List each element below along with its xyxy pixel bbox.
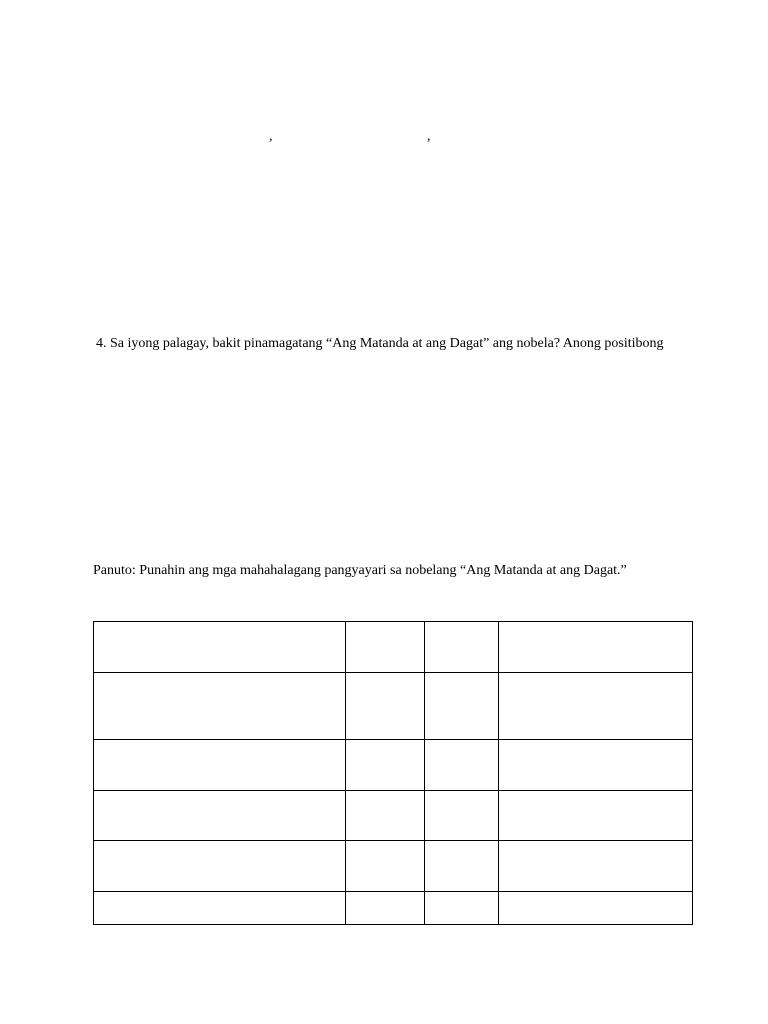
table-cell[interactable] bbox=[346, 841, 425, 892]
table-row bbox=[94, 673, 693, 740]
table-cell[interactable] bbox=[346, 791, 425, 841]
stray-comma-2: , bbox=[427, 129, 431, 144]
table-cell[interactable] bbox=[499, 791, 693, 841]
table-cell[interactable] bbox=[94, 622, 346, 673]
table-cell[interactable] bbox=[499, 622, 693, 673]
instruction-text: Panuto: Punahin ang mga mahahalagang pangyayari sa nobelang “Ang Matanda at ang Dagat.” bbox=[93, 563, 627, 578]
table-cell[interactable] bbox=[499, 841, 693, 892]
table-cell[interactable] bbox=[425, 622, 499, 673]
table-cell[interactable] bbox=[425, 841, 499, 892]
table-row bbox=[94, 740, 693, 791]
table-cell[interactable] bbox=[94, 740, 346, 791]
table-cell[interactable] bbox=[346, 892, 425, 925]
events-table bbox=[93, 621, 693, 925]
question-4-text: 4. Sa iyong palagay, bakit pinamagatang “Ang Matanda at ang Dagat” ang nobela? Anong positibong bbox=[96, 336, 664, 351]
table-cell[interactable] bbox=[94, 841, 346, 892]
table-cell[interactable] bbox=[346, 740, 425, 791]
table-cell[interactable] bbox=[499, 892, 693, 925]
table-cell[interactable] bbox=[499, 740, 693, 791]
table-row bbox=[94, 841, 693, 892]
table-cell[interactable] bbox=[425, 673, 499, 740]
table-cell[interactable] bbox=[425, 892, 499, 925]
table-row bbox=[94, 892, 693, 925]
table-row bbox=[94, 622, 693, 673]
table-cell[interactable] bbox=[94, 892, 346, 925]
table-cell[interactable] bbox=[346, 673, 425, 740]
table-cell[interactable] bbox=[346, 622, 425, 673]
table-cell[interactable] bbox=[94, 791, 346, 841]
stray-comma-1: , bbox=[269, 129, 273, 144]
table-cell[interactable] bbox=[94, 673, 346, 740]
table-row bbox=[94, 791, 693, 841]
table-cell[interactable] bbox=[425, 740, 499, 791]
table-cell[interactable] bbox=[499, 673, 693, 740]
table-cell[interactable] bbox=[425, 791, 499, 841]
